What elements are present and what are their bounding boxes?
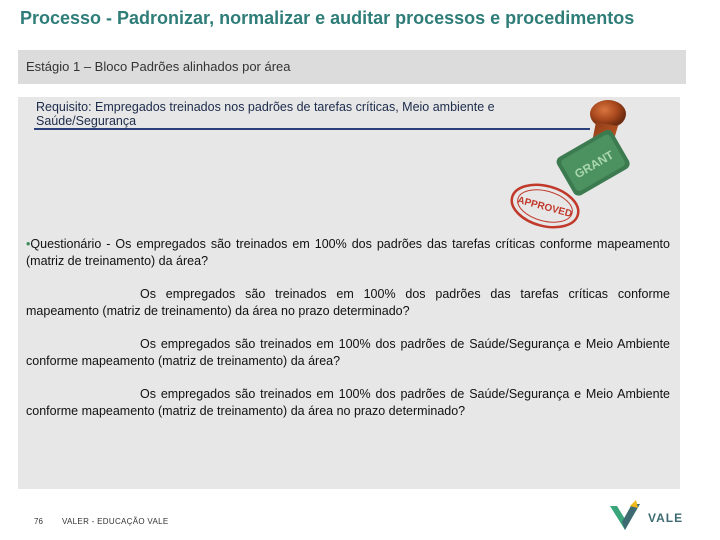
question-3-text: Os empregados são treinados em 100% dos padrões de Saúde/Segurança e Meio Ambiente conforme mapeamento (matriz de treinamento) da área? bbox=[26, 337, 670, 368]
question-1 bbox=[26, 236, 670, 270]
page-title: Processo - Padronizar, normalizar e auditar processos e procedimentos bbox=[20, 8, 635, 28]
approved-stamp-image bbox=[500, 96, 630, 236]
question-4-text: Os empregados são treinados em 100% dos padrões de Saúde/Segurança e Meio Ambiente conforme mapeamento (matriz de treinamento) da área no prazo determinado? bbox=[26, 387, 670, 418]
question-3 bbox=[26, 336, 670, 370]
question-2-text: Os empregados são treinados em 100% dos padrões das tarefas críticas conforme mapeamento (matriz de treinamento) da área no prazo determinado? bbox=[26, 287, 670, 318]
footer-organization: VALER - EDUCAÇÃO VALE bbox=[62, 517, 169, 526]
approved-label: APPROVED bbox=[516, 194, 574, 221]
stage-label: Estágio 1 – Bloco Padrões alinhados por área bbox=[26, 59, 291, 74]
stage-bar bbox=[18, 50, 686, 84]
question-2 bbox=[26, 286, 670, 320]
requirement-text: Requisito: Empregados treinados nos padrões de tarefas críticas, Meio ambiente e Saúde/Segurança bbox=[36, 100, 495, 128]
page-number: 76 bbox=[34, 517, 43, 526]
vale-logo-icon bbox=[608, 498, 642, 532]
vale-logo-text: VALE bbox=[648, 511, 684, 525]
question-1-text: Questionário - Os empregados são treinados em 100% dos padrões das tarefas críticas conforme mapeamento (matriz de treinamento) da área? bbox=[26, 237, 670, 268]
bullet-icon: • bbox=[26, 237, 31, 251]
stamp-handle-text: GRANT bbox=[572, 147, 617, 182]
question-4 bbox=[26, 386, 670, 420]
